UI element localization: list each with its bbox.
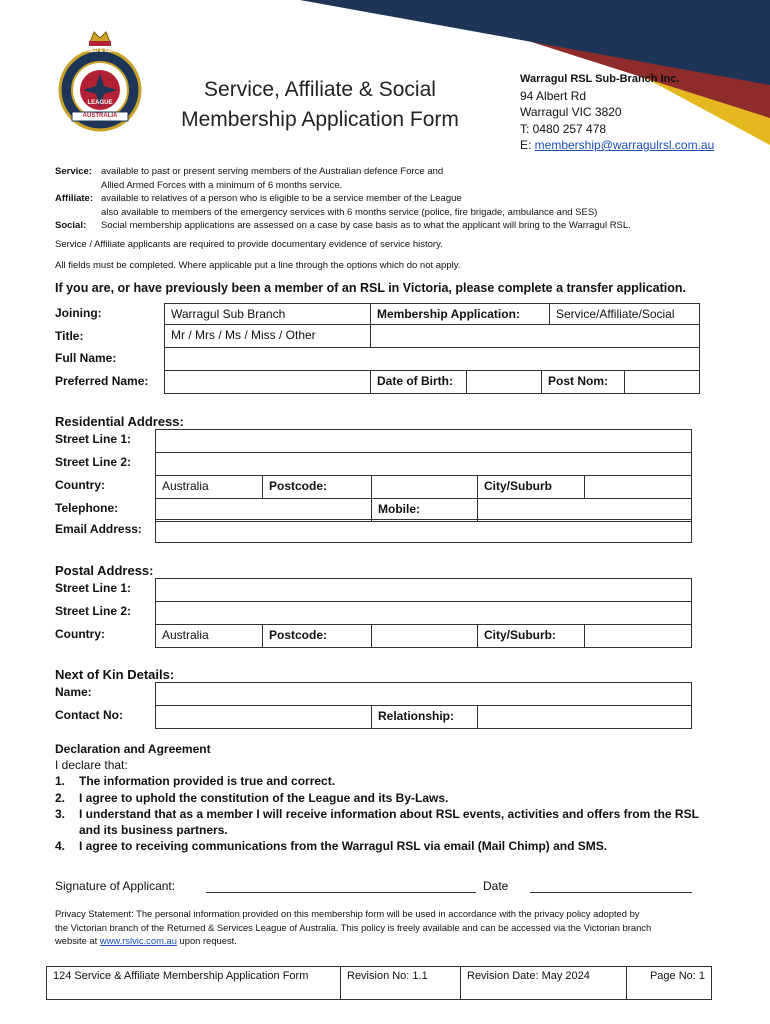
org-address-1: 94 Albert Rd [520, 88, 587, 103]
declaration-item: 3. I understand that as a member I will receive information about RSL events, activities and offers from the RSL [55, 806, 699, 821]
res-city-field[interactable] [584, 475, 692, 499]
post-city-label: City/Suburb: [477, 624, 585, 648]
res-street2-field[interactable] [155, 452, 692, 476]
date-of-birth-label: Date of Birth: [370, 370, 467, 394]
org-phone: T: 0480 257 478 [520, 121, 607, 136]
res-street1-field[interactable] [155, 429, 692, 453]
preferred-name-field[interactable] [164, 370, 371, 394]
res-country-field[interactable]: Australia [155, 475, 263, 499]
res-country-label: Country: [55, 478, 105, 492]
date-line[interactable] [530, 892, 692, 893]
res-postcode-field[interactable] [371, 475, 478, 499]
signature-label: Signature of Applicant: [55, 879, 176, 893]
logo-text-top: RETURNED & SERVICES [70, 48, 130, 54]
res-street1-label: Street Line 1: [55, 432, 132, 446]
res-city-label: City/Suburb [477, 475, 585, 499]
kin-name-field[interactable] [155, 682, 692, 706]
post-street2-field[interactable] [155, 601, 692, 625]
declaration-intro: I declare that: [55, 758, 128, 773]
post-street1-field[interactable] [155, 578, 692, 602]
kin-contact-label: Contact No: [55, 708, 123, 722]
declaration-item: 4. I agree to receiving communications from the Warragul RSL via email (Mail Chimp) and SMS. [55, 839, 608, 854]
declaration-item: 2. I agree to uphold the constitution of the League and its By-Laws. [55, 790, 449, 805]
footer-page: Page No: 1 [626, 966, 712, 1000]
declaration-item: and its business partners. [79, 823, 228, 838]
membership-application-label: Membership Application: [370, 303, 550, 325]
definition-row: Social: Social membership applications are assessed on a case by case basis as to what the applicant will bring to the Warragul RSL. [55, 220, 631, 231]
org-email-link[interactable]: membership@warragulrsl.com.au [534, 138, 715, 152]
date-of-birth-field[interactable] [466, 370, 542, 394]
page-title [150, 75, 490, 135]
kin-relationship-field[interactable] [477, 705, 692, 729]
full-name-label: Full Name: [55, 351, 117, 365]
kin-name-label: Name: [55, 685, 92, 699]
footer-revision: Revision No: 1.1 [340, 966, 461, 1000]
post-street2-label: Street Line 2: [55, 604, 132, 618]
membership-definitions [55, 165, 631, 233]
res-street2-label: Street Line 2: [55, 455, 132, 469]
date-label: Date [483, 879, 509, 893]
title-line-2: Membership Application Form [181, 108, 459, 131]
evidence-note: Service / Affiliate applicants are required to provide documentary evidence of service history. [55, 239, 443, 250]
kin-heading: Next of Kin Details: [55, 667, 175, 682]
privacy-statement: Privacy Statement: The personal information provided on this membership form will be used in accordance with the privacy policy adopted by the Victorian branch of the Returned & Services League of Australia. This policy is freely available and can be accessed via the Victorian branch website at www.rslvic.com.au upon request. [55, 908, 652, 946]
full-name-field[interactable] [164, 347, 700, 371]
post-country-label: Country: [55, 627, 105, 641]
declaration-section [55, 741, 699, 854]
declaration-heading: Declaration and Agreement [55, 742, 211, 756]
definition-row: also available to members of the emergency services with 6 months service (police, fire brigade, ambulance and SES) [101, 206, 598, 218]
org-contact [520, 71, 714, 154]
rsl-logo-icon [55, 28, 145, 136]
preferred-name-label: Preferred Name: [55, 374, 149, 388]
kin-relationship-label: Relationship: [371, 705, 478, 729]
fields-note: All fields must be completed. Where applicable put a line through the options which do not apply. [55, 260, 461, 271]
logo-text-mid: LEAGUE [87, 100, 113, 106]
joining-field[interactable]: Warragul Sub Branch [164, 303, 371, 325]
joining-label: Joining: [55, 306, 102, 320]
post-postcode-field[interactable] [371, 624, 478, 648]
postal-heading: Postal Address: [55, 563, 154, 578]
title-field[interactable]: Mr / Mrs / Ms / Miss / Other [164, 324, 371, 348]
mobile-label: Mobile: [371, 498, 478, 522]
org-email-line: E: membership@warragulrsl.com.au [520, 138, 715, 152]
kin-contact-field[interactable] [155, 705, 372, 729]
title-extra-field[interactable] [370, 324, 700, 348]
title-line-1: Service, Affiliate & Social [204, 78, 436, 101]
post-street1-label: Street Line 1: [55, 581, 132, 595]
post-country-field[interactable]: Australia [155, 624, 263, 648]
org-name: Warragul RSL Sub-Branch Inc. [520, 73, 680, 85]
signature-line[interactable] [206, 892, 476, 893]
org-address-2: Warragul VIC 3820 [520, 105, 622, 119]
transfer-note: If you are, or have previously been a member of an RSL in Victoria, please complete a transfer application. [55, 281, 686, 295]
definition-row: Service: available to past or present serving members of the Australian defence Force and [55, 166, 444, 177]
telephone-label: Telephone: [55, 501, 119, 515]
email-label: Email Address: [55, 522, 142, 536]
rslvic-link[interactable]: www.rslvic.com.au [99, 935, 177, 946]
residential-heading: Residential Address: [55, 414, 184, 429]
footer-doc-name: 124 Service & Affiliate Membership Application Form [46, 966, 341, 1000]
post-postcode-label: Postcode: [262, 624, 372, 648]
definition-row: Allied Armed Forces with a minimum of 6 months service. [101, 179, 343, 191]
post-city-field[interactable] [584, 624, 692, 648]
res-postcode-label: Postcode: [262, 475, 372, 499]
title-label: Title: [55, 329, 84, 343]
post-nom-label: Post Nom: [541, 370, 625, 394]
membership-type-field[interactable]: Service/Affiliate/Social [549, 303, 700, 325]
footer-revision-date: Revision Date: May 2024 [460, 966, 627, 1000]
declaration-item: 1. The information provided is true and correct. [55, 774, 336, 789]
definition-row: Affiliate: available to relatives of a person who is eligible to be a service member of the League [55, 193, 462, 204]
post-nom-field[interactable] [624, 370, 700, 394]
email-field[interactable] [155, 519, 692, 543]
logo-text-bottom: AUSTRALIA [82, 113, 118, 119]
